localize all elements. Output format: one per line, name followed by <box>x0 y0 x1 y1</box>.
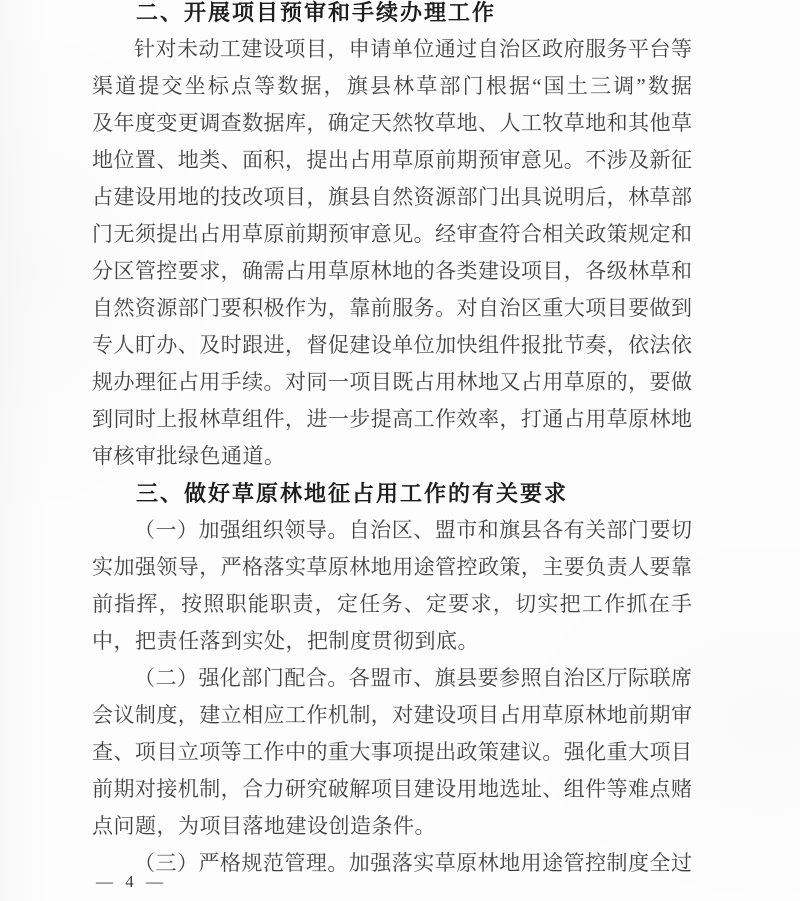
text-line: 地位置、地类、面积，提出占用草原前期预审意见。不涉及新征 <box>92 148 692 172</box>
text-line: 占建设用地的技改项目，旗县自然资源部门出具说明后，林草部 <box>92 185 692 209</box>
text-line: 渠道提交坐标点等数据，旗县林草部门根据“国土三调”数据 <box>92 74 692 98</box>
text-line: （二）强化部门配合。各盟市、旗县要参照自治区厅际联席 <box>134 666 692 690</box>
text-line: 前期对接机制，合力研究破解项目建设用地选址、组件等难点赌 <box>92 777 692 801</box>
text-line: 门无须提出占用草原前期预审意见。经审查符合相关政策规定和 <box>92 222 692 246</box>
text-line: 查、项目立项等工作中的重大事项提出政策建议。强化重大项目 <box>92 740 692 764</box>
text-line: （一）加强组织领导。自治区、盟市和旗县各有关部门要切 <box>134 518 692 542</box>
text-line: 针对未动工建设项目，申请单位通过自治区政府服务平台等 <box>134 37 692 61</box>
text-line: 自然资源部门要积极作为，靠前服务。对自治区重大项目要做到 <box>92 296 692 320</box>
text-line: 审核审批绿色通道。 <box>92 444 286 468</box>
text-line: 中，把责任落到实处，把制度贯彻到底。 <box>92 629 479 653</box>
section-heading: 二、开展项目预审和手续办理工作 <box>136 0 497 25</box>
text-line: 规办理征占用手续。对同一项目既占用林地又占用草原的，要做 <box>92 370 692 394</box>
section-heading: 三、做好草原林地征占用工作的有关要求 <box>136 481 569 506</box>
text-line: 会议制度，建立相应工作机制，对建设项目占用草原林地前期审 <box>92 703 692 727</box>
text-line: 到同时上报林草组件，进一步提高工作效率，打通占用草原林地 <box>92 407 692 431</box>
text-line: 分区管控要求，确需占用草原林地的各类建设项目，各级林草和 <box>92 259 692 283</box>
document-body <box>92 0 692 882</box>
text-line: （三）严格规范管理。加强落实草原林地用途管控制度全过 <box>134 851 692 875</box>
text-line: 点问题，为项目落地建设创造条件。 <box>92 814 436 838</box>
text-line: 前指挥，按照职能职责，定任务、定要求，切实把工作抓在手 <box>92 592 692 616</box>
text-line: 实加强领导，严格落实草原林地用途管控政策，主要负责人要靠 <box>92 555 692 579</box>
text-line: 及年度变更调查数据库，确定天然牧草地、人工牧草地和其他草 <box>92 111 692 135</box>
page-number: — 4 — <box>96 872 167 891</box>
text-line: 专人盯办、及时跟进，督促建设单位加快组件报批节奏，依法依 <box>92 333 692 357</box>
